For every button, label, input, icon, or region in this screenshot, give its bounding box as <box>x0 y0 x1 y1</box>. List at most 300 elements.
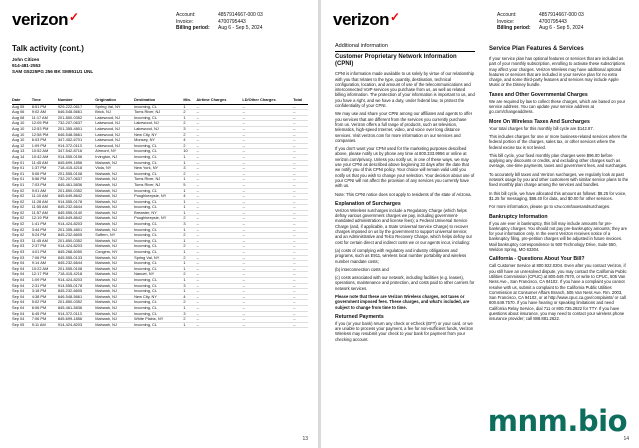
table-cell: 10:42 AM <box>32 154 58 160</box>
table-cell: 3 <box>183 126 196 132</box>
wireless-taxes-paragraph: To accurately bill taxes and Verizon surcharges, we regularly look at past network usage by you and other customers with similar service plans to the fixed monthly plan charge among the services and bundles. <box>489 171 629 188</box>
table-cell: 4 <box>183 194 196 200</box>
wireless-taxes-paragraph: In this bill cycle, we have allocated this amount as follows: $8.25 for voice, $1.25 for messaging, $86.40 for data, and $0.00 for other services. <box>489 190 627 201</box>
table-cell: Mahwah, NJ <box>95 194 134 200</box>
table-cell: -- <box>293 294 308 300</box>
table-cell: Incoming, CL <box>134 289 183 295</box>
table-cell: Mahwah, NJ <box>95 289 134 295</box>
table-cell: -- <box>293 110 308 116</box>
table-cell: 12:19 PM <box>32 216 58 222</box>
additional-info-heading: Additional information <box>335 43 388 49</box>
taxes-heading: Taxes and Other Governmental Charges <box>489 91 588 98</box>
table-cell: -- <box>196 283 242 289</box>
table-cell: -- <box>242 233 293 239</box>
table-cell: 718-415-4218 <box>58 166 95 172</box>
table-cell: Incoming, CL <box>134 188 183 194</box>
billing-period-value: Aug 6 - Sep 5, 2024 <box>539 25 584 31</box>
table-cell: -- <box>293 104 308 110</box>
table-cell: -- <box>293 149 308 155</box>
table-cell: -- <box>196 233 242 239</box>
table-cell: Mahwah, NJ <box>95 171 134 177</box>
table-cell: Sep 02 <box>12 199 32 205</box>
table-cell: -- <box>242 154 293 160</box>
table-cell: 347-542-8716 <box>58 149 95 155</box>
table-cell: 845-232-6605 <box>58 289 95 295</box>
table-cell: -- <box>196 143 242 149</box>
table-cell: -- <box>196 216 242 222</box>
table-cell: 2 <box>183 216 196 222</box>
table-cell: New City, NY <box>134 132 183 138</box>
table-cell: 201-555-0108 <box>58 171 95 177</box>
table-cell: 3 <box>183 283 196 289</box>
table-cell: 1 <box>183 238 196 244</box>
table-cell: -- <box>242 149 293 155</box>
table-cell: 1 <box>183 278 196 284</box>
surcharges-note: Please note that these are Verizon Wireless charges, not taxes or government imposed fees. These charges, and what's included, are subject to change from time to time. <box>335 293 470 310</box>
info-column-right <box>489 44 629 345</box>
table-cell: -- <box>242 238 293 244</box>
table-cell: 914-555-0178 <box>58 283 95 289</box>
table-cell: Sep 04 <box>12 272 32 278</box>
subscriber-phone: 914-481-2553 <box>12 62 41 68</box>
table-cell: Sep 02 <box>12 194 32 200</box>
column-header: Origination <box>95 98 134 104</box>
column-header: Min. <box>183 98 196 104</box>
table-cell: Lakewood, NJ <box>95 115 134 121</box>
table-cell: Incoming, CL <box>134 300 183 306</box>
table-cell: Mahwah, NJ <box>95 238 134 244</box>
table-cell: -- <box>293 222 308 228</box>
table-cell: -- <box>293 205 308 211</box>
table-cell: -- <box>293 188 308 194</box>
table-cell: -- <box>242 317 293 323</box>
table-cell: -- <box>293 227 308 233</box>
table-cell: Sep 02 <box>12 210 32 216</box>
invoice-number: 4700795443 <box>539 18 567 25</box>
table-cell: Viola, NY <box>95 166 134 172</box>
bankruptcy-paragraph: If you are ever in bankruptcy, this bill may include amounts for pre-bankruptcy charges. You should not pay pre-bankruptcy amounts; they are for your information only. In the event Verizon receives notice of a bankruptcy filing, pre-petition charges will be adjusted in future invoices. Mail bankruptcy correspondence to 500 Technology Drive, Suite 550, Weldon Spring, MO 63304. <box>489 220 628 253</box>
table-cell: -- <box>242 227 293 233</box>
table-cell: 914-372-0113 <box>58 143 95 149</box>
table-cell: 845-461-5836 <box>58 182 95 188</box>
table-cell: 10 <box>183 149 196 155</box>
table-cell: 1 <box>183 322 196 328</box>
table-cell: -- <box>293 177 308 183</box>
table-cell: -- <box>196 222 242 228</box>
table-cell: Incoming, CL <box>134 305 183 311</box>
table-cell: Sep 03 <box>12 244 32 250</box>
table-cell: Incoming, CL <box>134 115 183 121</box>
table-cell: -- <box>242 166 293 172</box>
table-cell: Sep 04 <box>12 278 32 284</box>
table-cell: -- <box>196 121 242 127</box>
table-cell: 6:03 PM <box>32 138 58 144</box>
surcharges-paragraph: (c) costs associated with our network, including facilities (e.g. leases), operations, maintenance and protection, and costs paid to other carriers for network services. <box>335 275 475 291</box>
table-cell: Mahwah, NJ <box>95 255 134 261</box>
table-cell: Lakewood, NJ <box>95 132 134 138</box>
table-cell: Sep 02 <box>12 188 32 194</box>
table-cell: -- <box>293 166 308 172</box>
table-cell: -- <box>293 160 308 166</box>
wireless-taxes-paragraph: This includes charges for one or more business-related services where the federal portion of the charges, sales tax, or other services where the federal excise tax is not levied. <box>489 133 628 150</box>
table-cell: Mahwah, NJ <box>95 160 134 166</box>
info-column-left <box>335 44 475 345</box>
table-cell: -- <box>293 182 308 188</box>
table-cell: Irvington, NJ <box>95 154 134 160</box>
table-cell: -- <box>242 199 293 205</box>
table-cell: Mahwah, NJ <box>95 300 134 306</box>
table-cell: -- <box>196 177 242 183</box>
table-cell: Lakewood, NJ <box>95 143 134 149</box>
table-cell: Mahwah, NJ <box>95 266 134 272</box>
table-cell: 5:06 PM <box>32 171 58 177</box>
table-cell: Sep 01 <box>12 166 32 172</box>
table-cell: Mahwah, NJ <box>95 177 134 183</box>
table-cell: -- <box>293 115 308 121</box>
table-cell: 11:28 AM <box>32 199 58 205</box>
table-cell: -- <box>196 244 242 250</box>
table-row <box>12 322 308 328</box>
page-number: 13 <box>302 436 308 442</box>
table-cell: -- <box>196 227 242 233</box>
table-cell: 2 <box>183 272 196 278</box>
table-cell: Mahwah, NJ <box>95 272 134 278</box>
table-cell: Mahwah, NJ <box>95 182 134 188</box>
table-cell: -- <box>196 294 242 300</box>
table-cell: Sep 04 <box>12 300 32 306</box>
table-cell: -- <box>242 121 293 127</box>
surcharges-paragraph: Verizon Wireless surcharges include a Regulatory Charge (which helps defray various government charges we pay, including government-mandated administration and license fees); a Federal Universal Service Charge (and, if applicable, a State Universal Service Charge) to recover charges imposed on us by the government to support universal service; and an Administrative and Telco Recovery Charge, which helps defray our cost for certain direct and indirect costs we or our agents incur, including: <box>335 207 473 245</box>
table-cell: Mahwah, NJ <box>95 244 134 250</box>
invoice-number: 4700795443 <box>218 18 246 25</box>
table-cell: 1:41 PM <box>32 222 58 228</box>
table-cell: -- <box>196 322 242 328</box>
table-cell: -- <box>196 104 242 110</box>
table-cell: Mahwah, NJ <box>95 322 134 328</box>
table-cell: -- <box>242 278 293 284</box>
table-cell: Spring Val, NY <box>134 255 183 261</box>
column-header: Total <box>293 98 308 104</box>
table-cell: Incoming, CL <box>134 171 183 177</box>
table-cell: 201-355-4801 <box>58 126 95 132</box>
column-header: LD/Other Charges <box>242 98 293 104</box>
table-cell: -- <box>196 126 242 132</box>
table-cell: -- <box>196 149 242 155</box>
table-cell: Poughkeepsie, NY <box>134 194 183 200</box>
table-cell: Sep 01 <box>12 177 32 183</box>
table-cell: 646-548-5661 <box>58 132 95 138</box>
table-cell: -- <box>293 126 308 132</box>
table-cell: 845-649-8642 <box>58 194 95 200</box>
table-cell: -- <box>293 317 308 323</box>
table-cell: 845-461-5836 <box>58 305 95 311</box>
table-cell: 201-850-0352 <box>58 300 95 306</box>
table-cell: Incoming, CL <box>134 143 183 149</box>
table-cell: -- <box>242 216 293 222</box>
table-cell: 201-850-0352 <box>58 188 95 194</box>
table-cell: Brick, NJ <box>95 110 134 116</box>
table-cell: Aug 12 <box>12 143 32 149</box>
table-cell: -- <box>293 283 308 289</box>
table-cell: Sep 04 <box>12 266 32 272</box>
table-cell: 718-415-4218 <box>58 272 95 278</box>
table-cell: -- <box>242 300 293 306</box>
table-cell: 845-232-6644 <box>58 261 95 267</box>
table-cell: -- <box>293 233 308 239</box>
table-cell: 2 <box>183 317 196 323</box>
table-cell: 1 <box>183 210 196 216</box>
table-cell: -- <box>242 177 293 183</box>
billing-period-value: Aug 6 - Sep 5, 2024 <box>218 25 263 31</box>
table-cell: -- <box>196 199 242 205</box>
table-cell: Mahwah, NJ <box>95 278 134 284</box>
table-cell: 7:06 PM <box>32 317 58 323</box>
table-cell: 4:38 PM <box>32 294 58 300</box>
table-cell: -- <box>242 294 293 300</box>
checkmark-icon: ✓ <box>390 10 400 24</box>
account-summary <box>176 12 312 32</box>
subscriber-info <box>12 57 93 74</box>
table-cell: Aug 08 <box>12 115 32 121</box>
taxes-paragraph: We are required by law to collect these charges, which are based on your service address. You can update your service address at go.com/changeaddress. <box>489 98 626 115</box>
table-cell: Mahwah, NJ <box>95 294 134 300</box>
wireless-taxes-paragraph: Your total charges for this monthly bill cycle are $142.87. <box>489 125 594 131</box>
table-cell: -- <box>293 194 308 200</box>
table-cell: -- <box>293 305 308 311</box>
verizon-logo: verizon✓ <box>333 10 400 29</box>
table-cell: 1 <box>183 205 196 211</box>
table-cell: Brewster, NY <box>134 210 183 216</box>
table-cell: 11:10 AM <box>32 194 58 200</box>
table-cell: -- <box>196 132 242 138</box>
table-cell: 2 <box>183 132 196 138</box>
table-cell: -- <box>293 132 308 138</box>
table-cell: Sep 02 <box>12 216 32 222</box>
column-header: Time <box>32 98 58 104</box>
table-cell: Sep 02 <box>12 205 32 211</box>
table-cell: -- <box>242 110 293 116</box>
table-cell: Incoming, CL <box>134 160 183 166</box>
table-cell: 1 <box>183 305 196 311</box>
table-cell: 914-555-0178 <box>58 199 95 205</box>
table-cell: -- <box>196 182 242 188</box>
table-cell: Incoming, CL <box>134 227 183 233</box>
table-cell: 4 <box>183 294 196 300</box>
table-cell: -- <box>196 300 242 306</box>
surcharges-paragraph: (a) costs of complying with regulatory and industry obligations and programs, such as E911, wireless local number portability and wireless number mandate costs; <box>335 247 467 264</box>
table-cell: Incoming, CL <box>134 222 183 228</box>
column-header: Airtime Charges <box>196 98 242 104</box>
table-cell: 2 <box>183 143 196 149</box>
table-cell: -- <box>196 194 242 200</box>
table-cell: Mahwah, NJ <box>95 317 134 323</box>
table-cell: -- <box>196 138 242 144</box>
table-cell: 1:09 PM <box>32 278 58 284</box>
table-cell: -- <box>196 171 242 177</box>
table-cell: -- <box>196 210 242 216</box>
table-cell: 732-207-0637 <box>58 121 95 127</box>
table-cell: -- <box>196 305 242 311</box>
table-cell: -- <box>196 154 242 160</box>
table-cell: -- <box>293 216 308 222</box>
table-cell: -- <box>293 322 308 328</box>
table-cell: -- <box>293 199 308 205</box>
service-features-heading: Service Plan Features & Services <box>489 46 584 52</box>
table-cell: Sep 04 <box>12 283 32 289</box>
table-cell: 2:37 PM <box>32 244 58 250</box>
bankruptcy-heading: Bankruptcy Information <box>489 213 548 220</box>
verizon-logo: verizon✓ <box>12 10 79 29</box>
table-cell: Poughkeepsie, NY <box>134 216 183 222</box>
table-cell: 1 <box>183 154 196 160</box>
table-cell: Incoming, CL <box>134 250 183 256</box>
table-cell: Aug 14 <box>12 154 32 160</box>
table-cell: Sep 04 <box>12 305 32 311</box>
table-cell: 2 <box>183 171 196 177</box>
table-cell: 845-555-0133 <box>58 255 95 261</box>
table-cell: -- <box>242 305 293 311</box>
table-cell: Monsey, NY <box>134 138 183 144</box>
table-cell: 845-649-8642 <box>58 216 95 222</box>
table-cell: Mahwah, NJ <box>95 188 134 194</box>
table-cell: 3 <box>183 222 196 228</box>
table-cell: -- <box>242 160 293 166</box>
table-cell: -- <box>242 255 293 261</box>
service-features-paragraph: If your service plan has optional features or services that are included as part of your monthly subscription, enrolling to activate these subscriptions may affect your charges. Verizon Wireless may have additional optional features or services that are included in your service plan for no extra charge, and some third-party features and services may include Apple Music or the Disney bundle. <box>489 56 625 88</box>
table-cell: -- <box>196 188 242 194</box>
table-cell: -- <box>242 194 293 200</box>
table-cell: 2:31 PM <box>32 283 58 289</box>
surcharges-paragraph: (b) interconnection costs and <box>335 266 389 272</box>
table-cell: 1 <box>183 177 196 183</box>
table-cell: Sep 01 <box>12 171 32 177</box>
table-cell: 914-424-8203 <box>58 244 95 250</box>
table-cell: 1 <box>183 289 196 295</box>
table-cell: -- <box>293 171 308 177</box>
table-cell: 845-232-6605 <box>58 233 95 239</box>
wireless-taxes-heading: More On Wireless Taxes And Surcharges <box>489 118 590 125</box>
table-cell: 9:14 AM <box>32 261 58 267</box>
table-cell: 201-850-0352 <box>58 115 95 121</box>
invoice-label: Invoice: <box>176 18 194 25</box>
table-cell: 5:02 PM <box>32 300 58 306</box>
table-cell: -- <box>196 311 242 317</box>
table-cell: -- <box>242 126 293 132</box>
surcharges-heading: Explanation of Surcharges <box>335 200 401 207</box>
table-cell: Nanuet, NY <box>134 272 183 278</box>
table-cell: 9:01 AM <box>32 188 58 194</box>
table-cell: 1 <box>183 250 196 256</box>
table-cell: 4:01 PM <box>32 250 58 256</box>
table-cell: -- <box>242 115 293 121</box>
table-cell: White Plains, NY <box>134 317 183 323</box>
table-cell: 6:06 PM <box>32 305 58 311</box>
table-cell: 3:44 PM <box>32 227 58 233</box>
table-cell: Mahwah, NJ <box>95 216 134 222</box>
table-cell: 732-207-0637 <box>58 177 95 183</box>
table-cell: 1 <box>183 266 196 272</box>
table-cell: 1 <box>183 104 196 110</box>
table-cell: -- <box>293 266 308 272</box>
table-cell: Mahwah, NJ <box>95 210 134 216</box>
table-cell: Incoming, CL <box>134 283 183 289</box>
table-cell: Toms River, NJ <box>134 177 183 183</box>
table-cell: Sep 04 <box>12 261 32 267</box>
table-cell: New City, NY <box>134 294 183 300</box>
table-cell: -- <box>196 115 242 121</box>
table-cell: Aug 10 <box>12 121 32 127</box>
table-cell: 12:58 PM <box>32 132 58 138</box>
table-cell: Mahwah, NJ <box>95 261 134 267</box>
table-cell: -- <box>242 244 293 250</box>
table-cell: Incoming, CL <box>134 322 183 328</box>
table-cell: New York, NY <box>134 166 183 172</box>
table-cell: -- <box>196 289 242 295</box>
returned-payments-heading: Returned Payments <box>335 313 384 320</box>
checkmark-icon: ✓ <box>69 10 79 24</box>
table-cell: -- <box>196 266 242 272</box>
table-cell: -- <box>196 250 242 256</box>
account-number: 4857914667-000 03 <box>218 12 263 18</box>
table-cell: -- <box>196 160 242 166</box>
table-cell: 2 <box>183 110 196 116</box>
table-cell: -- <box>293 210 308 216</box>
table-cell: Sep 03 <box>12 255 32 261</box>
billing-period-label: Billing period: <box>497 25 531 31</box>
table-cell: 201-850-0352 <box>58 238 95 244</box>
table-cell: 845-555-0140 <box>58 210 95 216</box>
table-cell: -- <box>196 278 242 284</box>
table-cell: -- <box>196 261 242 267</box>
table-cell: 11:45 AM <box>32 160 58 166</box>
table-cell: -- <box>242 171 293 177</box>
column-header: Date <box>12 98 32 104</box>
table-cell: -- <box>242 188 293 194</box>
table-cell: -- <box>242 272 293 278</box>
returned-payments-paragraph: If you (or your bank) return any check or eCheck (EFT) or your card, or we are unable to process your payment, a fee for non-sufficient funds, Verizon Wireless may resubmit your check to your bank for payment from your checking account. <box>335 320 474 342</box>
table-cell: 845-232-6644 <box>58 205 95 211</box>
table-cell: Aug 05 <box>12 104 32 110</box>
table-cell: 1 <box>183 188 196 194</box>
table-cell: Sep 04 <box>12 317 32 323</box>
table-cell: -- <box>293 154 308 160</box>
table-cell: Sep 03 <box>12 238 32 244</box>
table-cell: 845-699-1856 <box>58 317 95 323</box>
table-cell: Incoming, CL <box>134 199 183 205</box>
table-cell: 2 <box>183 300 196 306</box>
table-cell: 2 <box>183 233 196 239</box>
table-cell: -- <box>242 132 293 138</box>
table-cell: 2 <box>183 255 196 261</box>
table-cell: 11:17 AM <box>32 115 58 121</box>
table-cell: -- <box>242 138 293 144</box>
table-cell: Mahwah, NJ <box>95 283 134 289</box>
table-cell: Sep 02 <box>12 233 32 239</box>
table-cell: -- <box>196 205 242 211</box>
table-cell: -- <box>293 255 308 261</box>
table-cell: 845-268-6050 <box>58 250 95 256</box>
table-cell: 8:51 PM <box>32 104 58 110</box>
table-cell: -- <box>242 311 293 317</box>
talk-activity-table <box>12 98 308 328</box>
table-cell: Sep 01 <box>12 182 32 188</box>
table-cell: -- <box>293 289 308 295</box>
table-cell: -- <box>242 266 293 272</box>
table-cell: -- <box>196 255 242 261</box>
table-cell: 5:56 PM <box>32 177 58 183</box>
table-cell: 11:57 AM <box>32 210 58 216</box>
table-cell: -- <box>242 283 293 289</box>
